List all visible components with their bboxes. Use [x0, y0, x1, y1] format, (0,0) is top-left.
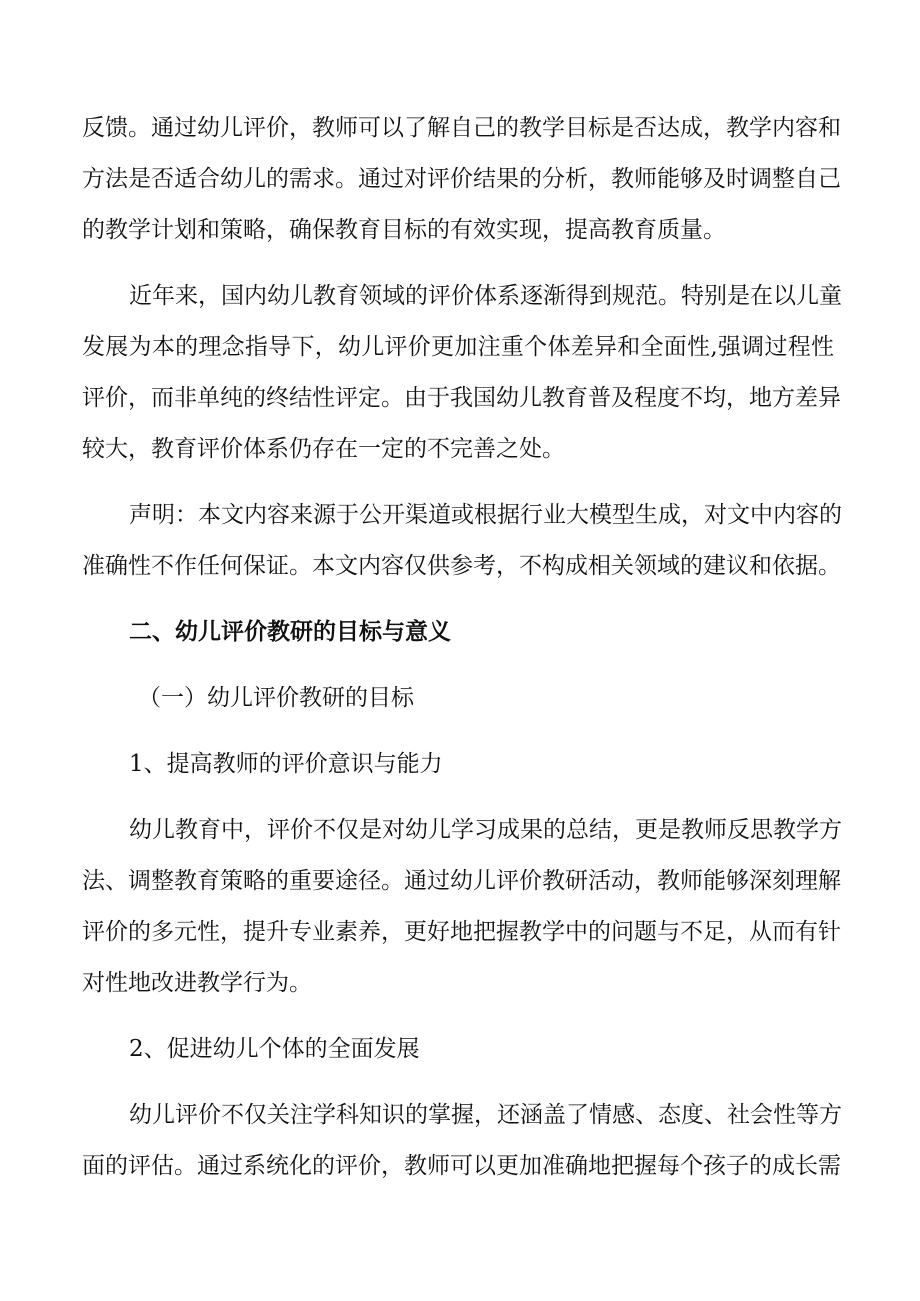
- subsection-heading: （一）幼儿评价教研的目标: [138, 685, 414, 711]
- paragraph-line: 评价，而非单纯的终结性评定。由于我国幼儿教育普及程度不均，地方差异: [82, 385, 841, 411]
- paragraph-line: 法、调整教育策略的重要途径。通过幼儿评价教研活动，教师能够深刻理解: [82, 868, 841, 894]
- section-heading: 二、幼儿评价教研的目标与意义: [129, 619, 451, 645]
- paragraph-line: 幼儿评价不仅关注学科知识的掌握，还涵盖了情感、态度、社会性等方: [129, 1102, 842, 1128]
- paragraph-line: 对性地改进教学行为。: [82, 970, 312, 996]
- paragraph-line: 近年来，国内幼儿教育领域的评价体系逐渐得到规范。特别是在以儿童: [129, 283, 842, 309]
- paragraph-line: 评价的多元性，提升专业素养，更好地把握教学中的问题与不足，从而有针: [82, 919, 841, 945]
- item-heading: 1、提高教师的评价意识与能力: [129, 751, 443, 777]
- disclaimer-line: 准确性不作任何保证。本文内容仅供参考，不构成相关领域的建议和依据。: [82, 553, 841, 579]
- paragraph-line: 面的评估。通过系统化的评价，教师可以更加准确地把握每个孩子的成长需: [82, 1153, 841, 1179]
- paragraph-line: 方法是否适合幼儿的需求。通过对评价结果的分析，教师能够及时调整自己: [82, 166, 841, 192]
- paragraph-line: 发展为本的理念指导下，幼儿评价更加注重个体差异和全面性,强调过程性: [82, 334, 834, 360]
- paragraph-line: 反馈。通过幼儿评价，教师可以了解自己的教学目标是否达成，教学内容和: [82, 115, 841, 141]
- paragraph-line: 较大，教育评价体系仍存在一定的不完善之处。: [82, 436, 565, 462]
- paragraph-line: 的教学计划和策略，确保教育目标的有效实现，提高教育质量。: [82, 217, 726, 243]
- paragraph-line: 幼儿教育中，评价不仅是对幼儿学习成果的总结，更是教师反思教学方: [129, 817, 842, 843]
- item-heading: 2、促进幼儿个体的全面发展: [129, 1036, 420, 1062]
- disclaimer-line: 声明：本文内容来源于公开渠道或根据行业大模型生成，对文中内容的: [129, 502, 842, 528]
